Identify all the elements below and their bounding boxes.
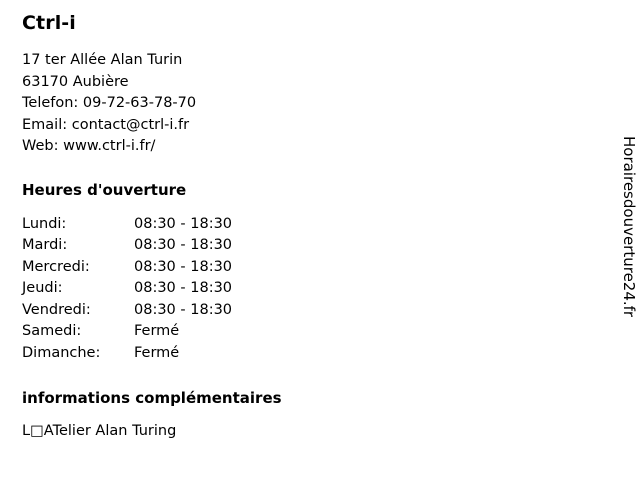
vertical-brand-text: Horairesdouverture24.fr bbox=[620, 136, 638, 318]
address-line-web: Web: www.ctrl-i.fr/ bbox=[22, 138, 156, 154]
hours-day-label: Jeudi: bbox=[22, 280, 63, 296]
address-line-city: 63170 Aubière bbox=[22, 73, 129, 90]
hours-day-label: Samedi: bbox=[22, 323, 82, 339]
hours-time-value: 08:30 - 18:30 bbox=[134, 258, 233, 275]
hours-day-label: Vendredi: bbox=[22, 301, 91, 318]
table-row bbox=[22, 300, 232, 322]
hours-time-value: 08:30 - 18:30 bbox=[134, 301, 233, 318]
table-row bbox=[22, 257, 232, 279]
hours-day-label: Mercredi: bbox=[22, 258, 90, 275]
hours-time-value: 08:30 - 18:30 bbox=[134, 280, 233, 296]
additional-info-title: informations complémentaires bbox=[22, 389, 282, 407]
hours-day-label: Mardi: bbox=[22, 237, 68, 253]
table-row bbox=[22, 321, 232, 343]
address-line-phone: Telefon: 09-72-63-78-70 bbox=[22, 95, 197, 111]
table-row bbox=[22, 235, 232, 257]
hours-time-value: 08:30 - 18:30 bbox=[134, 215, 233, 232]
additional-info-text: L□ATelier Alan Turing bbox=[22, 423, 177, 439]
opening-hours-table bbox=[22, 214, 232, 365]
company-name: Ctrl-i bbox=[22, 12, 76, 34]
table-row bbox=[22, 343, 232, 365]
table-row bbox=[22, 214, 232, 236]
hours-day-label: Lundi: bbox=[22, 215, 67, 232]
hours-time-value: 08:30 - 18:30 bbox=[134, 237, 233, 253]
hours-time-value: Fermé bbox=[134, 323, 180, 339]
hours-day-label: Dimanche: bbox=[22, 344, 101, 361]
address-line-street: 17 ter Allée Alan Turin bbox=[22, 52, 183, 68]
hours-time-value: Fermé bbox=[134, 344, 180, 361]
address-line-email: Email: contact@ctrl-i.fr bbox=[22, 116, 190, 133]
business-info-block bbox=[22, 10, 582, 442]
table-row bbox=[22, 278, 232, 300]
opening-hours-title: Heures d'ouverture bbox=[22, 180, 187, 199]
